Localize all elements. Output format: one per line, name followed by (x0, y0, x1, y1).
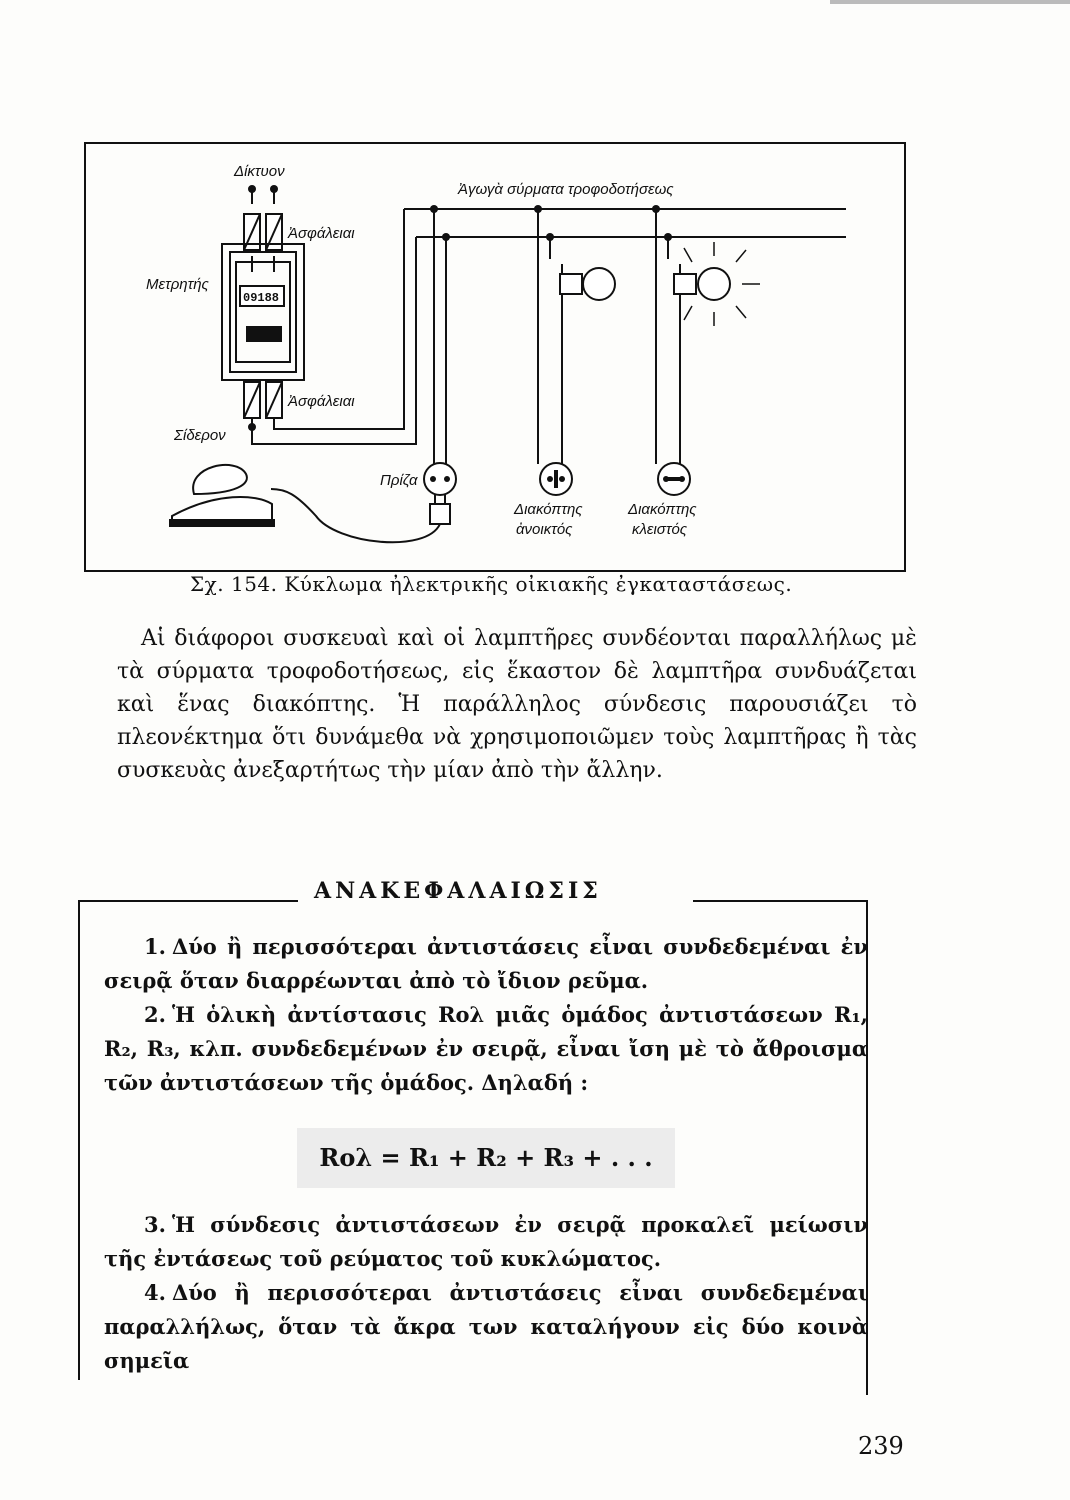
figure-caption: Σχ. 154. Κύκλωμα ἠλεκτρικῆς οἰκιακῆς ἐγκαταστάσεως. (190, 572, 793, 596)
summary-item-text: Ἡ ὁλικὴ ἀντίστασις Rολ μιᾶς ὁμάδος ἀντιστάσεων R₁, R₂, R₃, κλπ. συνδεδεμένων ἐν σειρᾷ, εἶναι ἴση μὲ τὸ ἄθροισμα τῶν ἀντιστάσεων τῆς ὁμάδος. Δηλαδή : (104, 1002, 868, 1095)
label-network: Δίκτυον (234, 163, 285, 180)
label-switch-closed-2: κλειστός (632, 521, 688, 538)
summary-body (104, 930, 868, 1378)
label-switch-closed-1: Διακόπτης (628, 501, 697, 518)
body-paragraph: Αἱ διάφοροι συσκευαὶ καὶ οἱ λαμπτῆρες συνδέονται παραλλήλως μὲ τὰ σύρματα τροφοδοτήσεως, εἰς ἕκαστον δὲ λαμπτῆρα συνδυάζεται καὶ ἕνας διακόπτης. Ἡ παράλληλος σύνδεσις παρουσιάζει τὸ πλεονέκτημα ὅτι δυνάμεθα νὰ χρησιμοποιῶμεν τοὺς λαμπτῆρας ἢ τὰς συσκευὰς ἀνεξαρτήτως τὴν μίαν ἀπὸ τὴν ἄλλην. (117, 626, 917, 783)
summary-header (78, 878, 868, 908)
summary-box-left-border (78, 900, 80, 1380)
label-switch-open-1: Διακόπτης (514, 501, 583, 518)
label-meter: Μετρητής (146, 276, 209, 293)
formula: Rολ = R₁ + R₂ + R₃ + . . . (297, 1128, 674, 1188)
meter-display: 09188 (243, 291, 280, 305)
summary-item-text: Δύο ἢ περισσότεραι ἀντιστάσεις εἶναι συνδεδεμέναι παραλλήλως, ὅταν τὰ ἄκρα των καταλήγουν εἰς δύο κοινὰ σημεῖα (104, 1280, 868, 1373)
summary-item (104, 998, 868, 1100)
summary-item-number: 3. (144, 1212, 166, 1237)
label-fuses-bottom: Ἀσφάλειαι (288, 393, 355, 410)
circuit-figure (84, 142, 906, 572)
summary-title: ΑΝΑΚΕΦΑΛΑΙΩΣΙΣ (314, 878, 602, 904)
summary-rule-left (78, 900, 298, 902)
label-socket: Πρίζα (380, 472, 418, 489)
scan-edge-line (830, 0, 1070, 4)
label-fuses-top: Ἀσφάλειαι (288, 225, 355, 242)
summary-item-number: 2. (144, 1002, 166, 1027)
label-switch-open-2: ἀνοικτός (516, 521, 573, 538)
body-paragraph-block (117, 622, 917, 787)
label-iron: Σίδερον (174, 427, 226, 444)
circuit-diagram (86, 144, 904, 570)
summary-item-text: Ἡ σύνδεσις ἀντιστάσεων ἐν σειρᾷ προκαλεῖ μείωσιν τῆς ἐντάσεως τοῦ ρεύματος τοῦ κυκλώματος. (104, 1212, 868, 1271)
summary-item-number: 4. (144, 1280, 166, 1305)
formula-row (104, 1128, 868, 1188)
summary-item (104, 930, 868, 998)
summary-item-number: 1. (144, 934, 166, 959)
summary-rule-right (693, 900, 868, 902)
label-supply-wires: Ἀγωγὰ σύρματα τροφοδοτήσεως (458, 181, 674, 198)
summary-item (104, 1208, 868, 1276)
page-number: 239 (858, 1432, 904, 1460)
summary-item-text: Δύο ἢ περισσότεραι ἀντιστάσεις εἶναι συνδεδεμέναι ἐν σειρᾷ ὅταν διαρρέωνται ἀπὸ τὸ ἴδιον ρεῦμα. (104, 934, 868, 993)
summary-item (104, 1276, 868, 1378)
